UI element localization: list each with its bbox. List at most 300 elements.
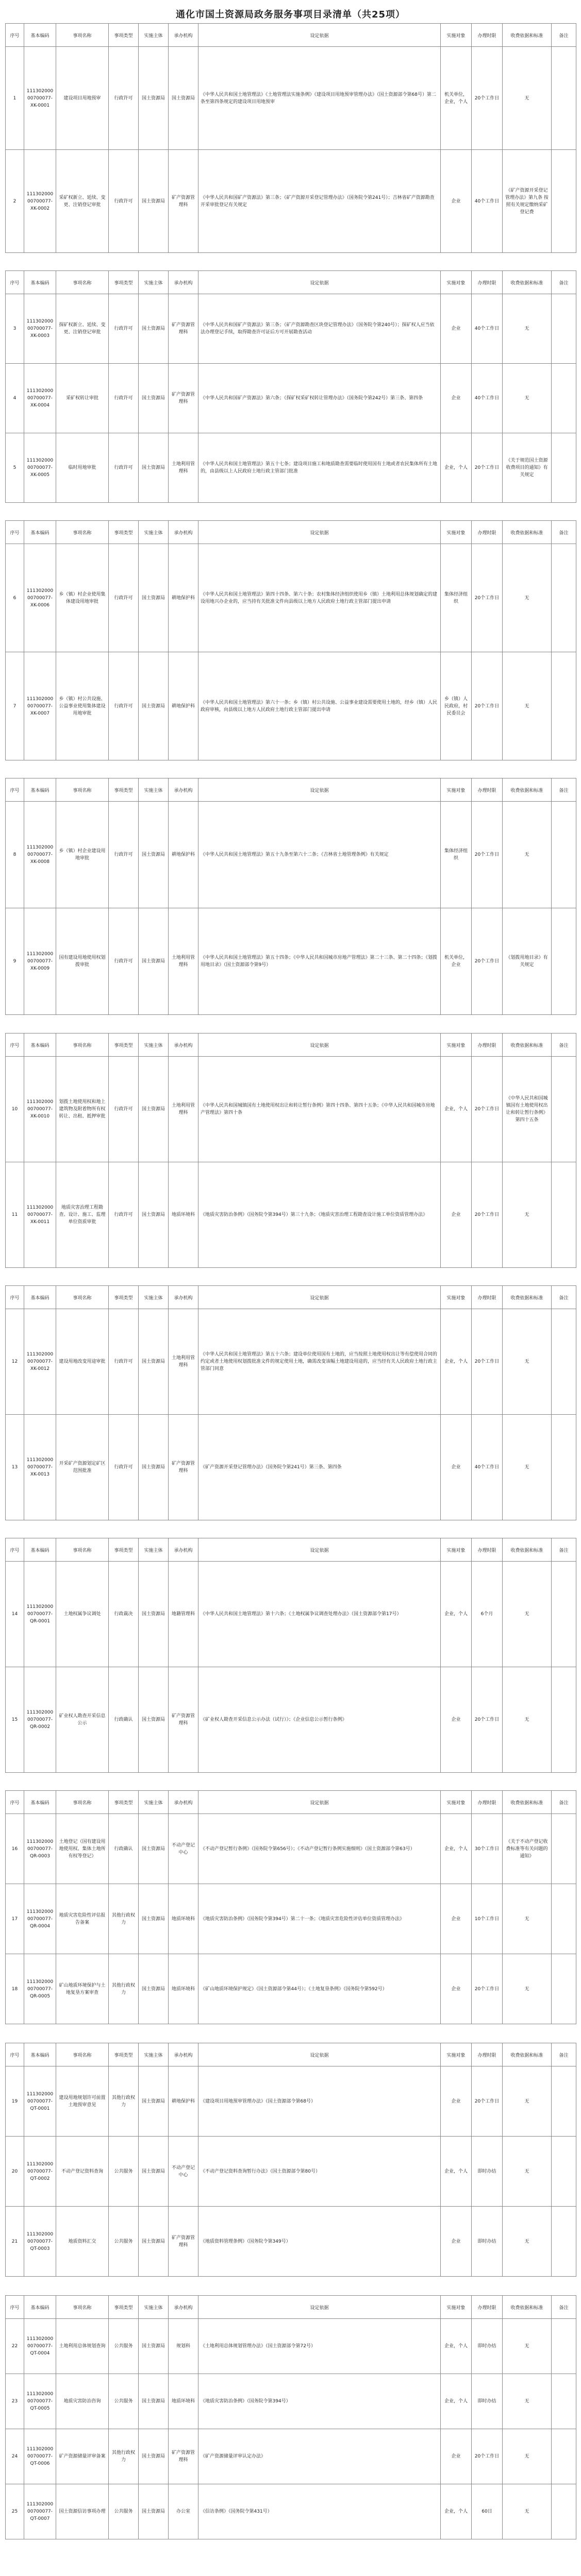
legal-basis-cell: 《中华人民共和国土地管理法》第十六条；《土地权属争议调查处理办法》（国土资源部令第17号）	[198, 1562, 441, 1667]
base-code-cell: 11130200000700077-XK-0007	[24, 652, 56, 760]
target-cell: 企业	[441, 1162, 472, 1268]
handling-office-cell: 矿产资源管理科	[169, 364, 198, 433]
fee-basis-cell: 无	[503, 652, 552, 760]
table-row	[6, 1814, 576, 1884]
column-header: 序号	[6, 521, 24, 544]
item-type-cell: 行政许可	[109, 802, 139, 908]
target-cell: 企业	[441, 1884, 472, 1954]
time-limit-cell: 40个工作日	[472, 1415, 503, 1520]
column-header: 实施对象	[441, 24, 472, 47]
column-header: 备注	[552, 521, 576, 544]
base-code-cell: 11130200000700077-QR-0002	[24, 1667, 56, 1773]
legal-basis-cell: 《中华人民共和国土地管理法》第五十七条；建设项目施工和地质勘查需要临时使用国有土地或者农民集体所有土地的，由县级以上人民政府土地行政主管部门批准	[198, 433, 441, 503]
fee-basis-cell: 无	[503, 2137, 552, 2207]
remark-cell	[552, 652, 576, 760]
target-cell: 企业，个人	[441, 1309, 472, 1415]
target-cell: 企业，个人	[441, 1057, 472, 1162]
fee-basis-cell: 无	[503, 1562, 552, 1667]
column-header: 基本编码	[24, 271, 56, 294]
remark-cell	[552, 2484, 576, 2539]
remark-cell	[552, 2374, 576, 2429]
legal-basis-cell: 《矿产资源储量评审认定办法》	[198, 2429, 441, 2484]
serial-number-cell: 7	[6, 652, 24, 760]
target-cell: 企业	[441, 1954, 472, 2024]
table-row	[6, 652, 576, 760]
column-header: 承办机构	[169, 24, 198, 47]
time-limit-cell: 60日	[472, 2484, 503, 2539]
serial-number-cell: 20	[6, 2137, 24, 2207]
base-code-cell: 11130200000700077-XK-0010	[24, 1057, 56, 1162]
remark-cell	[552, 150, 576, 253]
item-name-cell: 地质灾害治理工程勘查、设计、施工、监理单位资质审批	[56, 1162, 109, 1268]
time-limit-cell: 40个工作日	[472, 150, 503, 253]
handling-office-cell: 办公室	[169, 2484, 198, 2539]
implementing-subject-cell: 国土资源局	[139, 1814, 169, 1884]
column-header: 承办机构	[169, 1033, 198, 1057]
column-header: 收费依据和标准	[503, 1286, 552, 1309]
remark-cell	[552, 1814, 576, 1884]
column-header: 办理时限	[472, 2043, 503, 2066]
target-cell: 机关单位，企业	[441, 908, 472, 1015]
item-name-cell: 临时用地审批	[56, 433, 109, 503]
item-type-cell: 行政许可	[109, 544, 139, 652]
time-limit-cell: 20个工作日	[472, 908, 503, 1015]
fee-basis-cell: 《划拨用地目录》有关规定	[503, 908, 552, 1015]
item-type-cell: 行政许可	[109, 1162, 139, 1268]
fee-basis-cell: 无	[503, 47, 552, 150]
serial-number-cell: 10	[6, 1057, 24, 1162]
target-cell: 企业，个人	[441, 433, 472, 503]
column-header: 设定依据	[198, 1538, 441, 1562]
column-header: 实施主体	[139, 271, 169, 294]
item-name-cell: 土地利用总体规划查询	[56, 2319, 109, 2374]
fee-basis-cell: 无	[503, 802, 552, 908]
item-name-cell: 地质灾害防治咨询	[56, 2374, 109, 2429]
remark-cell	[552, 1162, 576, 1268]
column-header: 事项名称	[56, 1033, 109, 1057]
time-limit-cell: 20个工作日	[472, 544, 503, 652]
page-title: 通化市国土资源局政务服务事项目录清单（共25项）	[175, 9, 406, 20]
base-code-cell: 11130200000700077-XK-0003	[24, 294, 56, 364]
fee-basis-cell: 无	[503, 2207, 552, 2277]
fee-basis-cell: 无	[503, 2429, 552, 2484]
fee-basis-cell: 《关于不动产登记收费标准等有关问题的通知》	[503, 1814, 552, 1884]
fee-basis-cell: 无	[503, 2066, 552, 2137]
item-type-cell: 其他行政权力	[109, 1884, 139, 1954]
legal-basis-cell: 《不动产登记资料查询暂行办法》（国土资源部令第80号）	[198, 2137, 441, 2207]
target-cell: 企业	[441, 1667, 472, 1773]
serial-number-cell: 11	[6, 1162, 24, 1268]
remark-cell	[552, 294, 576, 364]
column-header: 承办机构	[169, 271, 198, 294]
column-header: 设定依据	[198, 1286, 441, 1309]
column-header: 承办机构	[169, 1286, 198, 1309]
table-row	[6, 1667, 576, 1773]
item-type-cell: 行政许可	[109, 47, 139, 150]
time-limit-cell: 6个月	[472, 1562, 503, 1667]
item-name-cell: 矿产资源储量评审备案	[56, 2429, 109, 2484]
remark-cell	[552, 1415, 576, 1520]
table-row	[6, 908, 576, 1015]
column-header: 事项名称	[56, 2296, 109, 2319]
service-items-table	[5, 270, 576, 503]
item-type-cell: 行政许可	[109, 364, 139, 433]
serial-number-cell: 1	[6, 47, 24, 150]
handling-office-cell: 耕地保护科	[169, 2066, 198, 2137]
column-header: 实施对象	[441, 2296, 472, 2319]
column-header: 实施对象	[441, 778, 472, 802]
column-header: 设定依据	[198, 778, 441, 802]
implementing-subject-cell: 国土资源局	[139, 1057, 169, 1162]
column-header: 设定依据	[198, 1033, 441, 1057]
implementing-subject-cell: 国土资源局	[139, 2207, 169, 2277]
service-items-table	[5, 520, 576, 760]
item-type-cell: 公共服务	[109, 2207, 139, 2277]
implementing-subject-cell: 国土资源局	[139, 150, 169, 253]
item-name-cell: 乡（镇）村企业建设用地审批	[56, 802, 109, 908]
time-limit-cell: 即时办结	[472, 2207, 503, 2277]
handling-office-cell: 耕地保护科	[169, 544, 198, 652]
column-header: 基本编码	[24, 521, 56, 544]
serial-number-cell: 16	[6, 1814, 24, 1884]
legal-basis-cell: 《中华人民共和国土地管理法》第六十一条；乡（镇）村公共设施、公益事业建设需要使用土地的，经乡（镇）人民政府审核，向县级以上地方人民政府土地行政主管部门提出申请	[198, 652, 441, 760]
table-row	[6, 1162, 576, 1268]
column-header: 实施主体	[139, 2296, 169, 2319]
item-type-cell: 公共服务	[109, 2484, 139, 2539]
item-name-cell: 土地登记（国有建设用地使用权、集体土地所有权等登记）	[56, 1814, 109, 1884]
column-header: 基本编码	[24, 1286, 56, 1309]
column-header: 办理时限	[472, 778, 503, 802]
column-header: 办理时限	[472, 521, 503, 544]
column-header: 实施主体	[139, 1033, 169, 1057]
implementing-subject-cell: 国土资源局	[139, 294, 169, 364]
remark-cell	[552, 802, 576, 908]
item-name-cell: 建设用地改变用途审批	[56, 1309, 109, 1415]
time-limit-cell: 20个工作日	[472, 2429, 503, 2484]
column-header: 基本编码	[24, 24, 56, 47]
column-header: 基本编码	[24, 1791, 56, 1814]
column-header: 设定依据	[198, 24, 441, 47]
time-limit-cell: 即时办结	[472, 2374, 503, 2429]
column-header: 承办机构	[169, 2296, 198, 2319]
handling-office-cell: 地质环境科	[169, 2374, 198, 2429]
column-header: 备注	[552, 271, 576, 294]
target-cell: 机关单位，企业，个人	[441, 47, 472, 150]
item-name-cell: 地质资料汇交	[56, 2207, 109, 2277]
table-row	[6, 1415, 576, 1520]
table-header-row	[6, 1286, 576, 1309]
target-cell: 企业	[441, 150, 472, 253]
item-type-cell: 行政许可	[109, 150, 139, 253]
fee-basis-cell: 无	[503, 1415, 552, 1520]
column-header: 备注	[552, 24, 576, 47]
base-code-cell: 11130200000700077-QT-0002	[24, 2137, 56, 2207]
base-code-cell: 11130200000700077-XK-0012	[24, 1309, 56, 1415]
table-row	[6, 433, 576, 503]
base-code-cell: 11130200000700077-XK-0006	[24, 544, 56, 652]
base-code-cell: 11130200000700077-XK-0011	[24, 1162, 56, 1268]
target-cell: 企业	[441, 2066, 472, 2137]
service-items-table	[5, 1033, 576, 1268]
handling-office-cell: 土地利用管理科	[169, 1057, 198, 1162]
column-header: 承办机构	[169, 1538, 198, 1562]
remark-cell	[552, 1309, 576, 1415]
remark-cell	[552, 364, 576, 433]
fee-basis-cell: 无	[503, 544, 552, 652]
service-items-table	[5, 1285, 576, 1520]
item-name-cell: 乡（镇）村公共设施、公益事业使用集体建设用地审批	[56, 652, 109, 760]
base-code-cell: 11130200000700077-XK-0002	[24, 150, 56, 253]
legal-basis-cell: 《中华人民共和国矿产资源法》第三条；《矿产资源勘查区块登记管理办法》（国务院令第240号）；探矿权人应当依法办理登记手续，取得勘查许可证后方可开展勘查活动	[198, 294, 441, 364]
item-type-cell: 公共服务	[109, 2319, 139, 2374]
column-header: 收费依据和标准	[503, 2043, 552, 2066]
remark-cell	[552, 1954, 576, 2024]
serial-number-cell: 25	[6, 2484, 24, 2539]
table-header-row	[6, 1538, 576, 1562]
implementing-subject-cell: 国土资源局	[139, 364, 169, 433]
target-cell: 企业，个人	[441, 2374, 472, 2429]
service-items-table	[5, 2295, 576, 2539]
item-type-cell: 行政许可	[109, 1057, 139, 1162]
implementing-subject-cell: 国土资源局	[139, 2066, 169, 2137]
column-header: 基本编码	[24, 2296, 56, 2319]
implementing-subject-cell: 国土资源局	[139, 1309, 169, 1415]
target-cell: 集体经济组织	[441, 802, 472, 908]
implementing-subject-cell: 国土资源局	[139, 1162, 169, 1268]
fee-basis-cell: 无	[503, 2319, 552, 2374]
base-code-cell: 11130200000700077-QT-0001	[24, 2066, 56, 2137]
item-type-cell: 行政许可	[109, 652, 139, 760]
item-type-cell: 公共服务	[109, 2374, 139, 2429]
item-name-cell: 划拨土地使用权和地上建筑物及附着物所有权转让、出租、抵押审批	[56, 1057, 109, 1162]
target-cell: 企业，个人	[441, 2319, 472, 2374]
target-cell: 集体经济组织	[441, 544, 472, 652]
table-row	[6, 544, 576, 652]
column-header: 办理时限	[472, 24, 503, 47]
item-type-cell: 其他行政权力	[109, 2429, 139, 2484]
handling-office-cell: 矿产资源管理科	[169, 1667, 198, 1773]
handling-office-cell: 土地利用管理科	[169, 908, 198, 1015]
column-header: 事项名称	[56, 2043, 109, 2066]
table-row	[6, 2484, 576, 2539]
time-limit-cell: 40个工作日	[472, 364, 503, 433]
service-items-table	[5, 23, 576, 253]
target-cell: 乡（镇）人民政府，村民委员会	[441, 652, 472, 760]
column-header: 备注	[552, 1286, 576, 1309]
legal-basis-cell: 《地质灾害防治条例》（国务院令第394号）第三十九条；《地质灾害治理工程勘查设计施工单位资质管理办法》	[198, 1162, 441, 1268]
fee-basis-cell: 无	[503, 294, 552, 364]
fee-basis-cell: 无	[503, 1309, 552, 1415]
column-header: 序号	[6, 271, 24, 294]
legal-basis-cell: 《中华人民共和国土地管理法》第四十四条、第六十条；农村集体经济组织使用乡（镇）土地利用总体规划确定的建设用地兴办企业的，应当持有关批准文件向县级以上地方人民政府土地行政主管部门提出申请	[198, 544, 441, 652]
handling-office-cell: 地质环境科	[169, 1954, 198, 2024]
time-limit-cell: 40个工作日	[472, 294, 503, 364]
time-limit-cell: 20个工作日	[472, 1057, 503, 1162]
handling-office-cell: 地质环境科	[169, 1162, 198, 1268]
remark-cell	[552, 2207, 576, 2277]
column-header: 办理时限	[472, 1286, 503, 1309]
legal-basis-cell: 《矿业权人勘查开采信息公示办法（试行）》；《企业信息公示暂行条例》	[198, 1667, 441, 1773]
serial-number-cell: 23	[6, 2374, 24, 2429]
implementing-subject-cell: 国土资源局	[139, 2429, 169, 2484]
implementing-subject-cell: 国土资源局	[139, 47, 169, 150]
time-limit-cell: 20个工作日	[472, 652, 503, 760]
time-limit-cell: 20个工作日	[472, 1954, 503, 2024]
column-header: 事项名称	[56, 1286, 109, 1309]
item-name-cell: 探矿权新立、延续、变更、注销登记审批	[56, 294, 109, 364]
time-limit-cell: 即时办结	[472, 2137, 503, 2207]
serial-number-cell: 12	[6, 1309, 24, 1415]
column-header: 设定依据	[198, 271, 441, 294]
item-name-cell: 矿山地质环境保护与土地复垦方案审查	[56, 1954, 109, 2024]
column-header: 序号	[6, 1791, 24, 1814]
time-limit-cell: 20个工作日	[472, 2066, 503, 2137]
item-type-cell: 行政许可	[109, 1415, 139, 1520]
column-header: 备注	[552, 1538, 576, 1562]
table-row	[6, 1309, 576, 1415]
serial-number-cell: 9	[6, 908, 24, 1015]
table-row	[6, 802, 576, 908]
base-code-cell: 11130200000700077-QR-0005	[24, 1954, 56, 2024]
target-cell: 企业，个人	[441, 2137, 472, 2207]
column-header: 收费依据和标准	[503, 1033, 552, 1057]
legal-basis-cell: 《矿产资源开采登记管理办法》（国务院令第241号）第三条、第四条	[198, 1415, 441, 1520]
handling-office-cell: 土地利用管理科	[169, 1309, 198, 1415]
handling-office-cell: 不动产登记中心	[169, 1814, 198, 1884]
column-header: 备注	[552, 2296, 576, 2319]
column-header: 实施主体	[139, 24, 169, 47]
base-code-cell: 11130200000700077-QR-0003	[24, 1814, 56, 1884]
item-name-cell: 土地权属争议调处	[56, 1562, 109, 1667]
item-name-cell: 开采矿产资源划定矿区范围批准	[56, 1415, 109, 1520]
base-code-cell: 11130200000700077-QR-0004	[24, 1884, 56, 1954]
table-header-row	[6, 2043, 576, 2066]
item-name-cell: 地质灾害危险性评估报告备案	[56, 1884, 109, 1954]
implementing-subject-cell: 国土资源局	[139, 2374, 169, 2429]
item-name-cell: 国有建设用地使用权划拨审批	[56, 908, 109, 1015]
base-code-cell: 11130200000700077-XK-0009	[24, 908, 56, 1015]
column-header: 事项类型	[109, 2296, 139, 2319]
implementing-subject-cell: 国土资源局	[139, 2484, 169, 2539]
column-header: 序号	[6, 2296, 24, 2319]
column-header: 序号	[6, 2043, 24, 2066]
time-limit-cell: 10个工作日	[472, 1884, 503, 1954]
service-items-table	[5, 778, 576, 1015]
implementing-subject-cell: 国土资源局	[139, 1415, 169, 1520]
serial-number-cell: 2	[6, 150, 24, 253]
table-row	[6, 2429, 576, 2484]
base-code-cell: 11130200000700077-QT-0007	[24, 2484, 56, 2539]
item-name-cell: 采矿权新立、延续、变更、注销登记审批	[56, 150, 109, 253]
column-header: 备注	[552, 1033, 576, 1057]
table-row	[6, 150, 576, 253]
column-header: 事项名称	[56, 24, 109, 47]
column-header: 事项类型	[109, 1286, 139, 1309]
column-header: 序号	[6, 1538, 24, 1562]
time-limit-cell: 30个工作日	[472, 1814, 503, 1884]
base-code-cell: 11130200000700077-XK-0008	[24, 802, 56, 908]
item-name-cell: 矿业权人勘查开采信息公示	[56, 1667, 109, 1773]
time-limit-cell: 20个工作日	[472, 1162, 503, 1268]
column-header: 收费依据和标准	[503, 1791, 552, 1814]
table-row	[6, 364, 576, 433]
serial-number-cell: 18	[6, 1954, 24, 2024]
column-header: 收费依据和标准	[503, 778, 552, 802]
column-header: 承办机构	[169, 2043, 198, 2066]
item-type-cell: 公共服务	[109, 2137, 139, 2207]
target-cell: 企业	[441, 294, 472, 364]
column-header: 基本编码	[24, 2043, 56, 2066]
serial-number-cell: 14	[6, 1562, 24, 1667]
column-header: 设定依据	[198, 1791, 441, 1814]
fee-basis-cell: 无	[503, 2484, 552, 2539]
remark-cell	[552, 1562, 576, 1667]
legal-basis-cell: 《中华人民共和国土地管理法》第五十六条；建设单位使用国有土地的，应当按照土地使用权出让等有偿使用合同的约定或者土地使用权划拨批准文件的规定使用土地，确需改变该幅土地建设用途的，应当经有关人民政府土地行政主管部门同意	[198, 1309, 441, 1415]
implementing-subject-cell: 国土资源局	[139, 2319, 169, 2374]
column-header: 基本编码	[24, 1538, 56, 1562]
table-row	[6, 2066, 576, 2137]
table-row	[6, 1562, 576, 1667]
legal-basis-cell: 《中华人民共和国土地管理法》第五十四条；《中华人民共和国城市房地产管理法》第二十三条、第二十四条；《划拨用地目录》（国土资源部令第9号）	[198, 908, 441, 1015]
serial-number-cell: 21	[6, 2207, 24, 2277]
handling-office-cell: 矿产资源管理科	[169, 294, 198, 364]
serial-number-cell: 15	[6, 1667, 24, 1773]
handling-office-cell: 矿产资源管理科	[169, 150, 198, 253]
implementing-subject-cell: 国土资源局	[139, 1884, 169, 1954]
serial-number-cell: 4	[6, 364, 24, 433]
service-items-table	[5, 1790, 576, 2024]
implementing-subject-cell: 国土资源局	[139, 1562, 169, 1667]
legal-basis-cell: 《建设项目用地预审管理办法》（国土资源部令第68号）	[198, 2066, 441, 2137]
item-type-cell: 行政许可	[109, 433, 139, 503]
fee-basis-cell: 无	[503, 2374, 552, 2429]
column-header: 序号	[6, 778, 24, 802]
remark-cell	[552, 2319, 576, 2374]
column-header: 事项类型	[109, 778, 139, 802]
fee-basis-cell: 无	[503, 1954, 552, 2024]
column-header: 事项类型	[109, 2043, 139, 2066]
table-header-row	[6, 24, 576, 47]
legal-basis-cell: 《中华人民共和国矿产资源法》第六条；《探矿权采矿权转让管理办法》（国务院令第242号）第三条、第四条	[198, 364, 441, 433]
handling-office-cell: 地质环境科	[169, 1884, 198, 1954]
base-code-cell: 11130200000700077-XK-0005	[24, 433, 56, 503]
table-row	[6, 47, 576, 150]
legal-basis-cell: 《地质资料管理条例》（国务院令第349号）	[198, 2207, 441, 2277]
column-header: 实施主体	[139, 778, 169, 802]
table-row	[6, 2207, 576, 2277]
item-name-cell: 乡（镇）村企业使用集体建设用地审批	[56, 544, 109, 652]
remark-cell	[552, 1667, 576, 1773]
item-type-cell: 行政裁决	[109, 1562, 139, 1667]
remark-cell	[552, 2429, 576, 2484]
column-header: 设定依据	[198, 521, 441, 544]
column-header: 基本编码	[24, 1033, 56, 1057]
column-header: 备注	[552, 778, 576, 802]
implementing-subject-cell: 国土资源局	[139, 1667, 169, 1773]
table-row	[6, 1057, 576, 1162]
target-cell: 企业	[441, 1415, 472, 1520]
column-header: 设定依据	[198, 2296, 441, 2319]
serial-number-cell: 19	[6, 2066, 24, 2137]
column-header: 实施主体	[139, 1791, 169, 1814]
remark-cell	[552, 1884, 576, 1954]
serial-number-cell: 5	[6, 433, 24, 503]
serial-number-cell: 24	[6, 2429, 24, 2484]
table-header-row	[6, 271, 576, 294]
column-header: 承办机构	[169, 1791, 198, 1814]
column-header: 实施对象	[441, 271, 472, 294]
column-header: 实施主体	[139, 2043, 169, 2066]
